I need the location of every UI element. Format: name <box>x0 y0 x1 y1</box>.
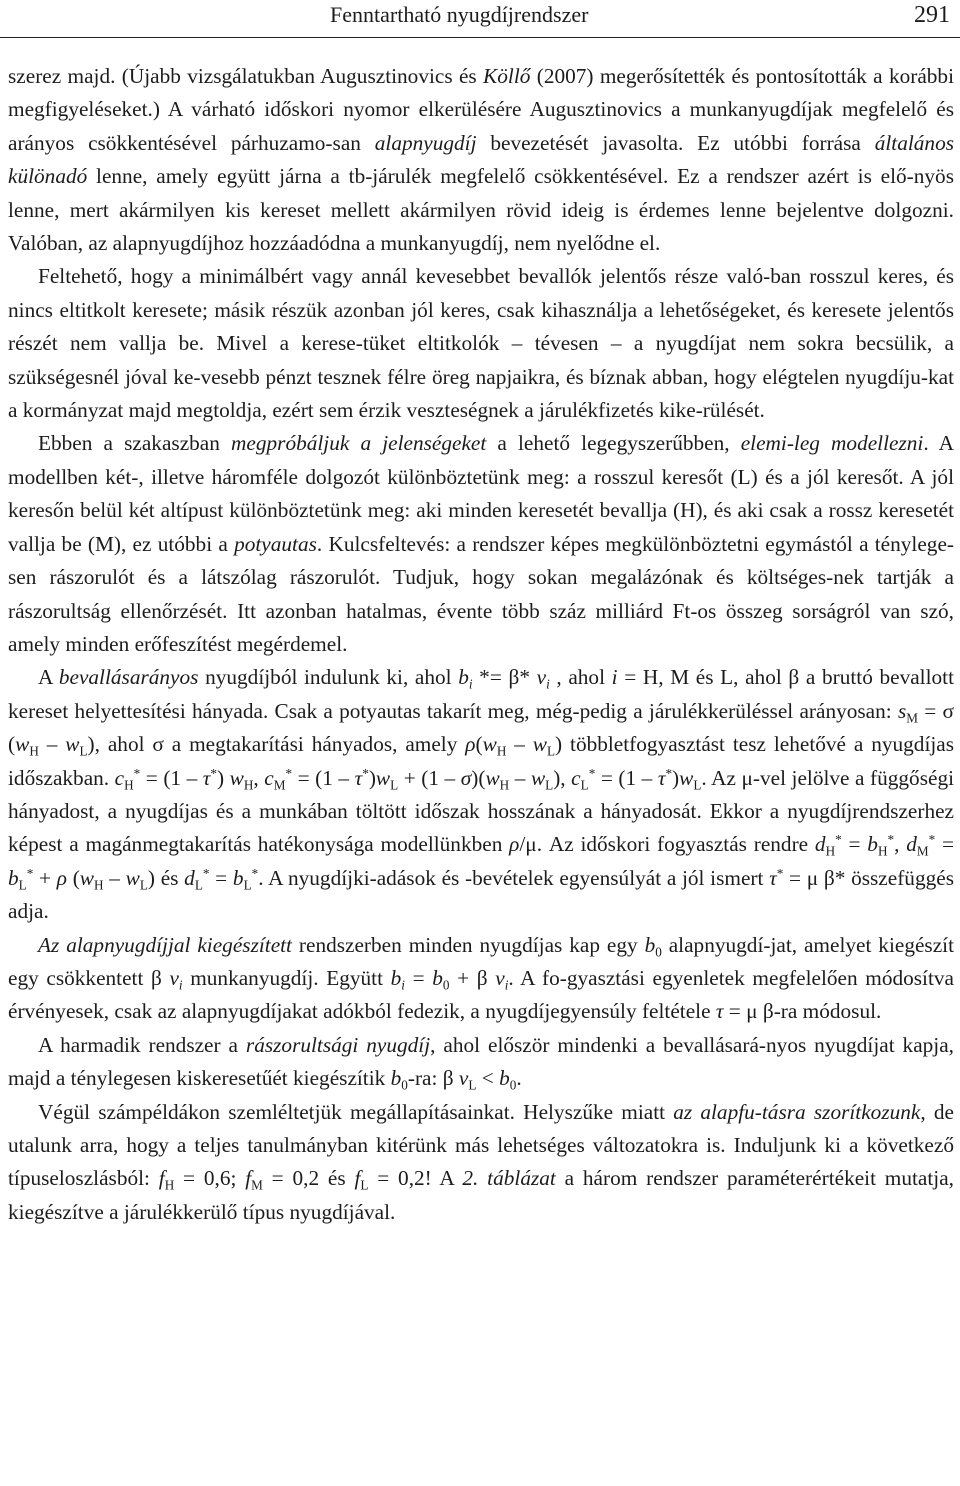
superscript: * <box>887 832 895 848</box>
italic-text-run: τ <box>715 999 724 1024</box>
italic-text-run: σ <box>460 765 472 790</box>
subscript: H <box>94 877 104 893</box>
superscript: * <box>928 832 936 848</box>
paragraph <box>8 60 954 260</box>
text-run: = σ ( <box>8 698 954 757</box>
superscript: * <box>210 765 218 781</box>
italic-text-run: w <box>485 765 500 790</box>
text-run: = 0,2! A <box>368 1166 463 1191</box>
text-run: rendszerben minden nyugdíjas kap egy <box>291 932 645 957</box>
text-run: , <box>894 832 907 857</box>
italic-text-run: w <box>125 865 140 890</box>
italic-text-run: potyautas <box>234 531 317 556</box>
text-run: . A nyugdíjki-adások és -bevételek egyensúlyát a jól ismert <box>258 865 770 890</box>
paragraph <box>8 1096 954 1230</box>
text-run: – <box>38 732 66 757</box>
italic-text-run: megpróbáljuk a jelenségeket <box>231 431 487 456</box>
subscript: L <box>194 877 203 893</box>
superscript: * <box>133 765 141 781</box>
subscript: L <box>139 877 148 893</box>
italic-text-run: c <box>114 765 125 790</box>
text-run: A harmadik rendszer a <box>38 1032 246 1057</box>
italic-text-run: i <box>611 665 618 690</box>
italic-text-run: v <box>458 1066 469 1091</box>
text-run: = H, M és L, ahol β a bruttó bevallott kereset helyettesítési hányada. Csak a potyautas takarít meg, még-pedig a járulékkerüléssel arányosan: <box>8 665 954 723</box>
subscript: H <box>825 843 836 859</box>
text-run: ) <box>217 765 230 790</box>
superscript: * <box>588 765 596 781</box>
italic-text-run: általános különadó <box>8 130 954 189</box>
superscript: * <box>285 765 293 781</box>
body-text <box>8 60 954 1229</box>
italic-text-run: rászorultsági nyugdíj <box>245 1032 431 1057</box>
text-run: szerez majd. (Újabb vizsgálatukban Augusztinovics és <box>8 64 484 88</box>
text-run: + β <box>449 965 496 990</box>
text-run: , ahol <box>549 665 612 690</box>
italic-text-run: d <box>184 865 195 890</box>
italic-text-run: w <box>532 732 547 757</box>
text-run: = <box>404 965 433 990</box>
superscript: * <box>665 765 673 781</box>
superscript: * <box>835 832 842 848</box>
subscript: 0 <box>442 977 450 993</box>
italic-text-run: τ <box>202 765 211 790</box>
italic-text-run: v <box>169 965 179 990</box>
italic-text-run: w <box>679 765 694 790</box>
subscript: i <box>178 977 183 993</box>
subscript: L <box>580 777 589 793</box>
subscript: H <box>124 777 134 793</box>
subscript: H <box>496 743 507 759</box>
text-run: ), <box>553 765 572 790</box>
italic-text-run: c <box>264 765 274 790</box>
text-run: < <box>476 1066 500 1091</box>
subscript: L <box>468 1077 477 1093</box>
italic-text-run: s <box>897 698 907 723</box>
superscript: * <box>251 865 259 881</box>
italic-text-run: Az alapnyugdíjjal kiegészített <box>38 932 292 957</box>
subscript: 0 <box>655 944 662 960</box>
subscript: L <box>545 777 554 793</box>
italic-text-run: v <box>536 665 547 690</box>
text-run: . Az μ-vel jelölve a függőségi hányadost, a nyugdíjas és a munkában töltött időszak hosszának a hányadosát. Ekkor a nyugdíjrendszerhez képest a magánmegtakarítás hatékonysága modellünkben <box>8 765 955 857</box>
italic-text-run: b <box>458 665 469 690</box>
text-run: – <box>103 865 126 890</box>
italic-text-run: az alapfu-tásra szorítkozunk <box>673 1099 921 1124</box>
superscript: * <box>776 865 784 881</box>
subscript: i <box>401 977 405 993</box>
italic-text-run: ρ <box>509 832 520 857</box>
italic-text-run: 2. táblázat <box>462 1166 556 1191</box>
text-run: – <box>509 765 531 790</box>
subscript: L <box>79 743 88 759</box>
italic-text-run: b <box>8 865 19 890</box>
text-run: Feltehető, hogy a minimálbért vagy annál kevesebbet bevallók jelentős része való-ban rosszul keres, és nincs eltitkolt keresete; másik részük azonban jól keres, csak kihasználja a lehetőségeket, és keresete jelentős részét nem vallja be. Mivel a kerese-tüket eltitkolók – tévesen – a nyugdíjat nem sokra becsülik, a szükségesnél jóval ke-vesebb pénzt tesznek félre öreg napjaikra, és bíznak abban, hogy elégtelen nyugdíju-kat a kormányzat majd megtoldja, ezért sem érzik veszteségnek a járulékfizetés kike-rülését. <box>8 264 954 423</box>
superscript: * <box>26 865 34 881</box>
text-run: = <box>841 832 868 857</box>
italic-text-run: w <box>15 732 30 757</box>
text-run: = μ β* összefüggés adja. <box>8 865 954 924</box>
text-run: = μ β-ra módosul. <box>723 999 882 1024</box>
text-run: *= β* <box>472 665 537 690</box>
text-run: , de utalunk arra, hogy a teljes tanulmányban kitérünk más lehetséges változatokra is. Induljunk ki a következő típuseloszlásból: <box>8 1099 954 1191</box>
italic-text-run: b <box>644 932 656 957</box>
paragraph <box>8 661 954 928</box>
italic-text-run: d <box>906 832 917 857</box>
italic-text-run: b <box>432 965 443 990</box>
header-rule <box>0 37 960 38</box>
subscript: M <box>273 777 286 793</box>
italic-text-run: ρ <box>465 732 476 757</box>
text-run: . A modellben két-, illetve háromféle dolgozót különböztetünk meg: a rosszul keresőt (L) és a jól keresőt. A jól keresőn belül két altípust különböztetünk meg: aki minden keresetét bevallja (H), és aki csak a rossz keresetét vallja be (M), ez utóbbi a <box>8 431 954 556</box>
italic-text-run: c <box>571 765 581 790</box>
text-run: , <box>253 765 265 790</box>
text-run: lenne, amely együtt járna a tb-járulék megfelelő csökkentésével. Ez a rendszer azért is elő-nyös lenne, mert akármilyen kis kereset mellett akármilyen rövid ideig is érdemes lenne bejelentve dolgozni. Valóban, az alapnyugdíjhoz hozzáadódna a munkanyugdíj, nem nyelődne el. <box>8 164 954 256</box>
text-run: nyugdíjból indulunk ki, ahol <box>198 665 459 690</box>
text-run: = 0,6; <box>174 1166 246 1191</box>
italic-text-run: b <box>499 1066 510 1091</box>
running-title: Fenntartható nyugdíjrendszer <box>330 2 589 27</box>
italic-text-run: w <box>65 732 80 757</box>
italic-text-run: w <box>79 865 95 890</box>
italic-text-run: τ <box>354 765 363 790</box>
subscript: 0 <box>401 1077 408 1093</box>
superscript: * <box>362 765 369 781</box>
text-run: = (1 – <box>595 765 658 790</box>
text-run: -ra: β <box>407 1066 459 1091</box>
subscript: i <box>546 676 550 692</box>
subscript: L <box>243 877 252 893</box>
text-run: – <box>506 732 533 757</box>
text-run: = <box>935 832 954 857</box>
italic-text-run: d <box>814 832 826 857</box>
text-run: /μ. Az időskori fogyasztás rendre <box>519 832 815 857</box>
text-run: alapnyugdí-jat, amelyet kiegészít egy csökkentett β <box>8 932 954 990</box>
text-run: )( <box>471 765 486 790</box>
text-run: A <box>38 665 59 690</box>
text-run: a lehető legegyszerűbben, <box>486 431 741 456</box>
italic-text-run: b <box>390 965 402 990</box>
italic-text-run: bevallásarányos <box>58 665 199 690</box>
text-run: munkanyugdíj. Együtt <box>182 965 391 990</box>
italic-text-run: f <box>354 1166 361 1191</box>
text-run: a három rendszer paraméterértékeit mutatja, kiegészítve a járulékkerülő típus nyugdíjával. <box>8 1166 954 1224</box>
italic-text-run: f <box>245 1166 252 1191</box>
subscript: M <box>906 710 918 726</box>
text-run: ) <box>672 765 680 790</box>
subscript: H <box>164 1178 175 1194</box>
italic-text-run: w <box>229 765 244 790</box>
subscript: L <box>360 1178 369 1194</box>
text-run: = 0,2 és <box>262 1166 355 1191</box>
text-run: = <box>209 865 233 890</box>
subscript: H <box>243 777 254 793</box>
subscript: M <box>916 843 929 859</box>
text-run: = (1 – <box>292 765 355 790</box>
text-run: ( <box>475 732 483 757</box>
subscript: i <box>468 676 473 692</box>
italic-text-run: b <box>867 832 878 857</box>
running-header <box>0 0 960 38</box>
paragraph <box>8 929 954 1029</box>
italic-text-run: τ <box>657 765 666 790</box>
subscript: H <box>29 743 39 759</box>
text-run: + <box>33 865 57 890</box>
text-run: bevezetését javasolta. Ez utóbbi forrása <box>476 130 875 155</box>
text-run: , ahol először mindenki a bevallásará-nyos nyugdíjat kapja, majd a ténylegesen kiskeresetűét kiegészítik <box>8 1032 954 1091</box>
italic-text-run: alapnyugdíj <box>374 130 477 155</box>
subscript: L <box>693 777 702 793</box>
italic-text-run: v <box>495 965 505 990</box>
subscript: H <box>499 777 510 793</box>
page-number: 291 <box>914 2 950 28</box>
subscript: M <box>251 1178 263 1194</box>
superscript: * <box>202 865 210 881</box>
italic-text-run: w <box>375 765 391 790</box>
italic-text-run: ρ <box>56 865 67 890</box>
text-run: (2007) megerősítették és pontosították a korábbi megfigyeléseket.) A várható időskori nyomor elkerülésére Augusztinovics a munkanyugdíjak megfelelő és arányos csökkentésével párhuzamo-san <box>8 64 954 155</box>
subscript: H <box>877 843 888 859</box>
text-run: ) többletfogyasztást tesz lehetővé a nyugdíjas időszakban. <box>8 732 955 790</box>
subscript: L <box>390 777 399 793</box>
paragraph <box>8 260 954 427</box>
italic-text-run: w <box>530 765 546 790</box>
text-run: Ebben a szakaszban <box>38 431 232 456</box>
text-run: ) <box>368 765 376 790</box>
italic-text-run: b <box>232 865 244 890</box>
paragraph <box>8 427 954 661</box>
text-run: ) és <box>147 865 185 890</box>
italic-text-run: Köllő <box>483 64 531 88</box>
italic-text-run: τ <box>769 865 777 890</box>
subscript: L <box>546 743 556 759</box>
text-run: . <box>516 1066 522 1091</box>
text-run: Végül számpéldákon szemléltetjük megállapításainkat. Helyszűke miatt <box>38 1099 674 1124</box>
paragraph <box>8 1029 954 1096</box>
text-run: ), ahol σ a megtakarítási hányados, amely <box>87 732 466 757</box>
italic-text-run: f <box>158 1166 165 1191</box>
text-run: = (1 – <box>140 765 203 790</box>
text-run: . Kulcsfeltevés: a rendszer képes megkülönböztetni egymástól a ténylege-sen rászorulót és a látszólag rászorulót. Tudjuk, hogy sokan megalázónak és költséges-nek tartják a rászorultság ellenőrzését. Itt azonban hatalmas, évente több száz milliárd Ft-os összeg sorságról van szó, amely minden erőfeszítést megérdemel. <box>8 531 954 656</box>
subscript: 0 <box>509 1077 517 1093</box>
text-run: ( <box>66 865 80 890</box>
text-run: . A fo-gyasztási egyenletek megfelelően módosítva érvényesek, csak az alapnyugdíjakat adókból fedezik, a nyugdíjegyensúly feltétele <box>8 965 954 1024</box>
italic-text-run: elemi-leg modellezni <box>740 431 924 456</box>
italic-text-run: b <box>390 1066 402 1091</box>
subscript: L <box>18 877 27 893</box>
text-run: + (1 – <box>398 765 461 790</box>
italic-text-run: w <box>482 732 497 757</box>
subscript: i <box>504 977 509 993</box>
